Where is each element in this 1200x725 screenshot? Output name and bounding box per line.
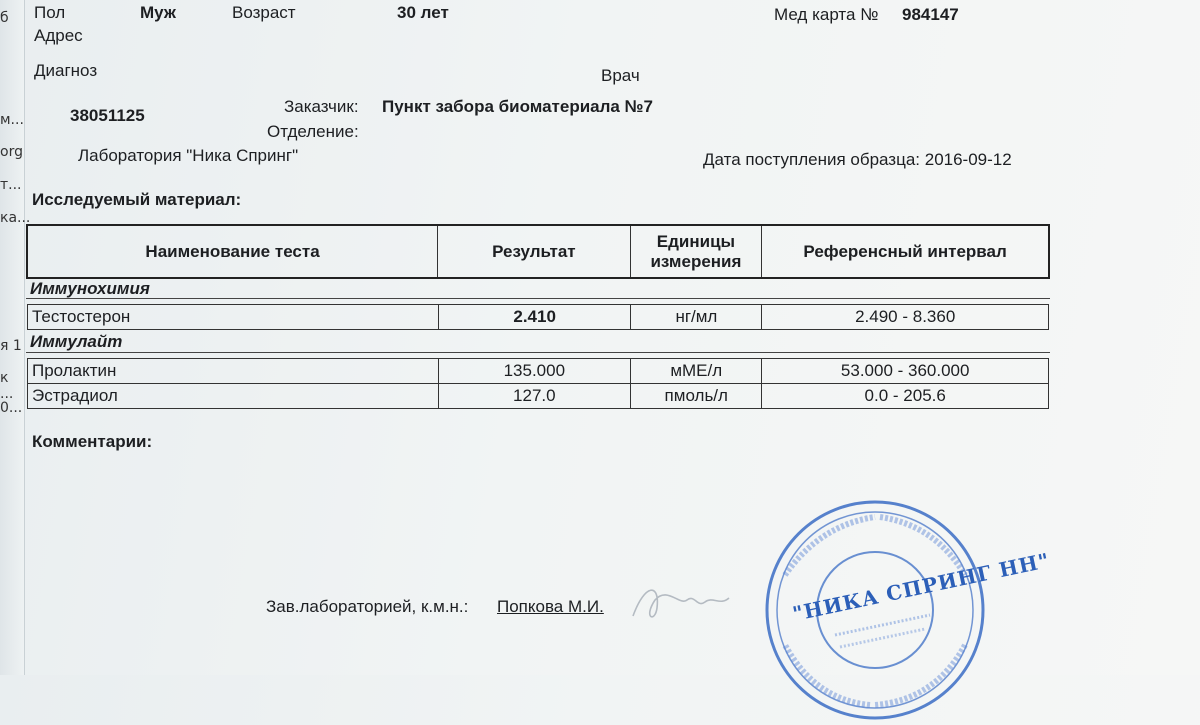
diagnosis-label: Диагноз (34, 61, 98, 80)
section-immulite: Иммулайт (30, 332, 123, 351)
test-name: Пролактин (28, 359, 439, 384)
table-row (28, 305, 1049, 330)
col-units-line2: измерения (650, 251, 742, 271)
results-table-header (26, 224, 1050, 279)
customer-value: Пункт забора биоматериала №7 (382, 97, 653, 116)
col-units-line1: Единицы (656, 231, 736, 251)
strip-text-3: org (0, 144, 23, 160)
test-units: пмоль/л (631, 384, 762, 409)
test-units: нг/мл (631, 305, 762, 330)
test-result: 2.410 (438, 305, 631, 330)
med-card-number: 984147 (902, 5, 959, 24)
strip-text-8: 0... (0, 400, 23, 416)
test-name: Тестостерон (28, 305, 439, 330)
med-card-label: Мед карта № (774, 5, 879, 24)
section-immunochemistry: Иммунохимия (30, 279, 150, 298)
received-date: Дата поступления образца: 2016-09-12 (703, 150, 1012, 169)
table-row (28, 359, 1049, 384)
strip-text-4: т... (0, 177, 22, 193)
strip-text-1: б (0, 10, 9, 26)
age-label: Возраст (232, 3, 296, 22)
test-range: 0.0 - 205.6 (762, 384, 1049, 409)
section-immulite-table (27, 358, 1049, 409)
table-row (28, 384, 1049, 409)
head-of-lab-label: Зав.лабораторией, к.м.н.: (266, 597, 469, 616)
col-reference-range: Референсный интервал (762, 225, 1049, 278)
material-label: Исследуемый материал: (32, 190, 242, 209)
section-divider (26, 298, 1050, 299)
department-label: Отделение: (267, 122, 359, 141)
comments-label: Комментарии: (32, 432, 153, 451)
address-label: Адрес (34, 26, 83, 45)
strip-text-7: к ... (0, 370, 14, 402)
stamp-center-text: "НИКА СПРИНГ НН" (790, 547, 1052, 627)
test-result: 127.0 (438, 384, 631, 409)
test-result: 135.000 (438, 359, 631, 384)
strip-text-2: м... (0, 112, 24, 128)
left-window-strip (0, 0, 31, 675)
test-units: мМЕ/л (631, 359, 762, 384)
age-value: 30 лет (397, 3, 449, 22)
col-units (630, 225, 762, 278)
test-range: 2.490 - 8.360 (762, 305, 1049, 330)
section-divider (26, 352, 1050, 353)
strip-text-6: я 1 (0, 338, 22, 354)
customer-label: Заказчик: (284, 97, 359, 116)
handwritten-signature (625, 578, 735, 628)
col-test-name: Наименование теста (27, 225, 438, 278)
test-name: Эстрадиол (28, 384, 439, 409)
test-range: 53.000 - 360.000 (762, 359, 1049, 384)
strip-text-5: ка... (0, 210, 31, 226)
section-immunochemistry-table (27, 304, 1049, 330)
head-of-lab-name: Попкова М.И. (497, 597, 604, 616)
sex-value: Муж (140, 3, 176, 22)
doctor-label: Врач (601, 66, 640, 85)
sex-label: Пол (34, 3, 66, 22)
col-result: Результат (438, 225, 631, 278)
lab-name: Лаборатория "Ника Спринг" (78, 146, 299, 165)
order-number: 38051125 (70, 106, 145, 125)
